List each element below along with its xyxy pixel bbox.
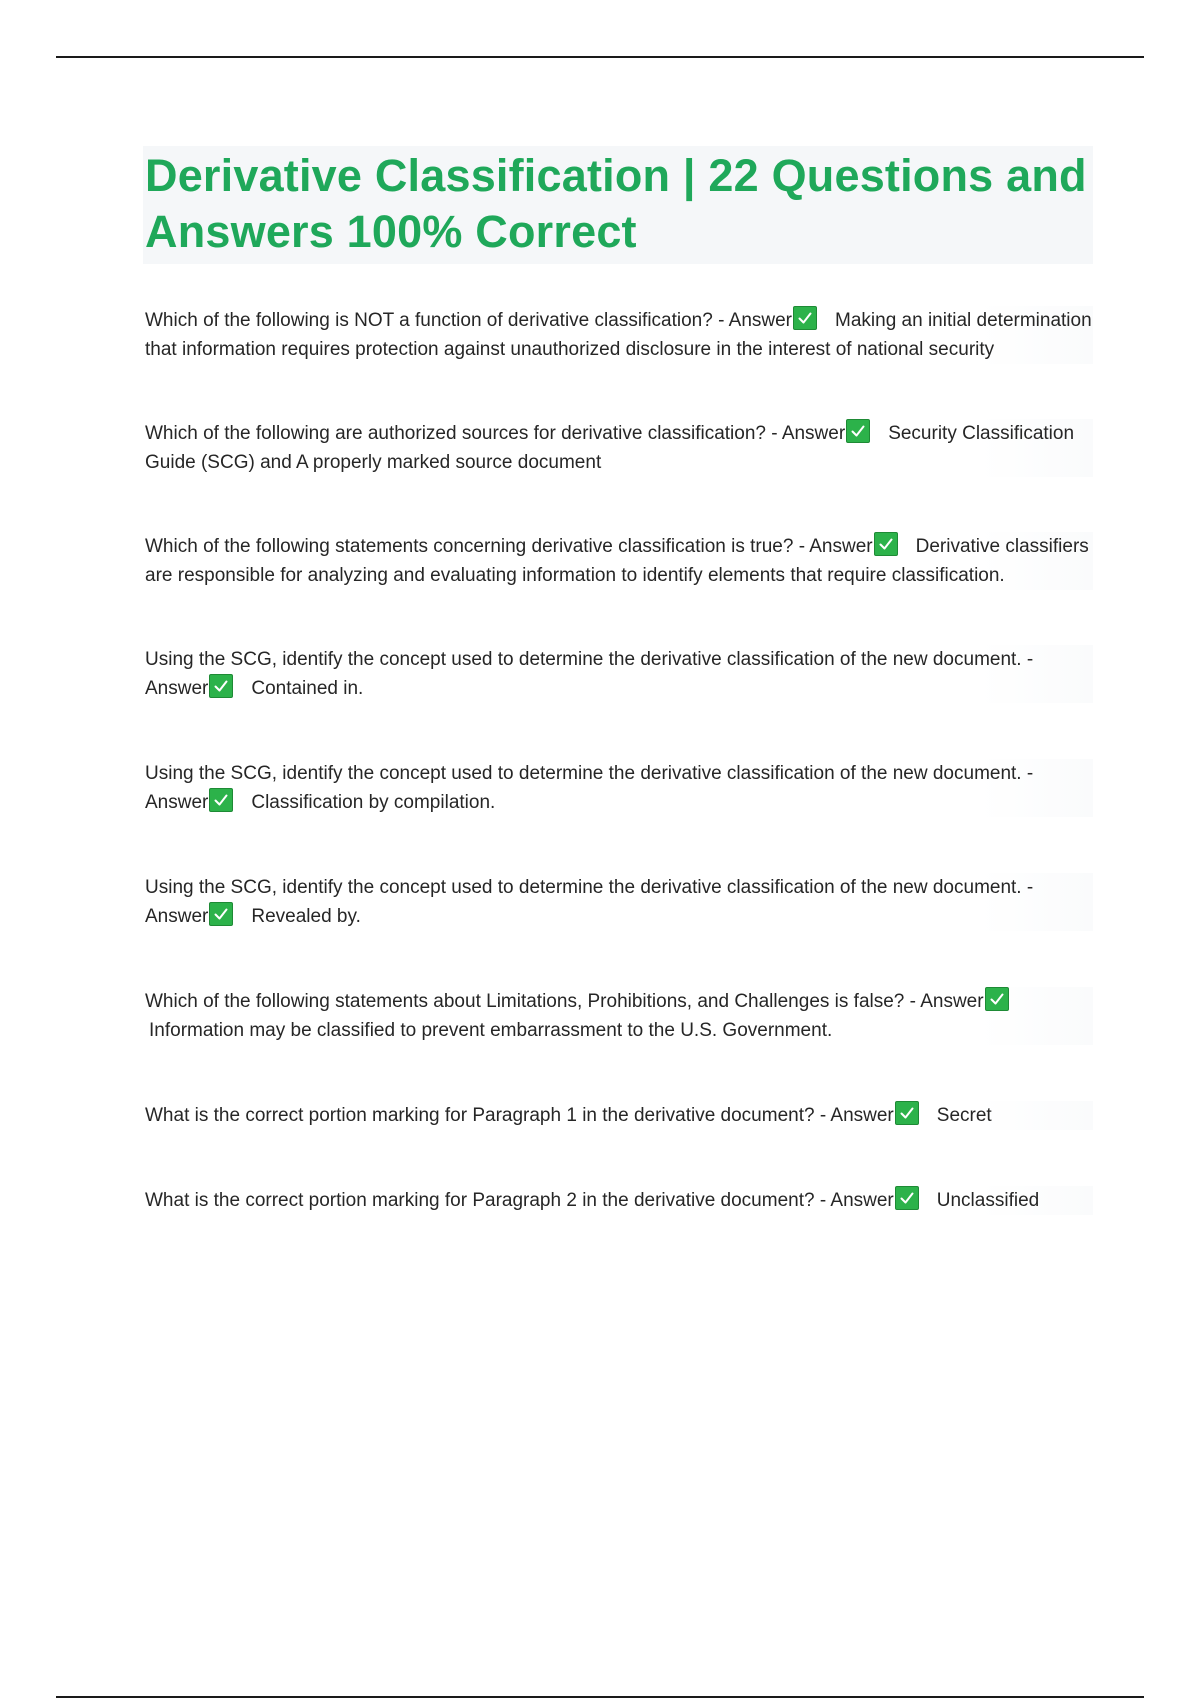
answer-text: Revealed by. [251, 906, 361, 927]
answer-label: - Answer [145, 877, 1034, 927]
checkmark-icon [209, 674, 233, 698]
checkmark-icon [793, 306, 817, 330]
checkmark-icon [209, 902, 233, 926]
document-body [145, 146, 1093, 1215]
header-rule [56, 56, 1144, 58]
question-text: Which of the following is NOT a function of derivative classification? [145, 310, 713, 331]
checkmark-icon [895, 1101, 919, 1125]
footer-rule [56, 1696, 1144, 1698]
question-text: Which of the following statements about Limitations, Prohibitions, and Challenges is false? [145, 991, 905, 1012]
qa-item [145, 419, 1093, 477]
question-text: Using the SCG, identify the concept used to determine the derivative classification of the new document. [145, 763, 1022, 784]
checkmark-icon [895, 1186, 919, 1210]
question-text: What is the correct portion marking for Paragraph 2 in the derivative document? [145, 1190, 815, 1211]
answer-label: - Answer [904, 991, 984, 1012]
answer-label: - Answer [145, 763, 1034, 813]
answer-label: - Answer [793, 536, 873, 557]
qa-item [145, 1186, 1093, 1215]
answer-text: Contained in. [251, 678, 364, 699]
qa-list [145, 306, 1093, 1215]
question-text: What is the correct portion marking for Paragraph 1 in the derivative document? [145, 1105, 815, 1126]
question-text: Using the SCG, identify the concept used to determine the derivative classification of the new document. [145, 649, 1022, 670]
qa-item [145, 645, 1093, 703]
answer-text: Secret [936, 1105, 992, 1126]
qa-item [145, 873, 1093, 931]
document-title: Derivative Classification | 22 Questions and Answers 100% Correct [145, 150, 1087, 257]
answer-text: Unclassified [936, 1190, 1040, 1211]
qa-item [145, 759, 1093, 817]
answer-label: - Answer [765, 423, 846, 444]
answer-label: - Answer [145, 649, 1034, 699]
title-banner [143, 146, 1093, 264]
answer-text: Classification by compilation. [251, 792, 496, 813]
checkmark-icon [985, 987, 1009, 1011]
qa-item [145, 532, 1093, 590]
answer-text: Information may be classified to prevent embarrassment to the U.S. Government. [149, 1020, 833, 1041]
answer-text: Making an initial determination that information requires protection against unauthorized disclosure in the interest of national security [145, 310, 1092, 360]
answer-text: Security Classification Guide (SCG) and A properly marked source document [145, 423, 1075, 473]
answer-label: - Answer [814, 1105, 894, 1126]
qa-item [145, 987, 1093, 1045]
question-text: Which of the following statements concerning derivative classification is true? [145, 536, 794, 557]
checkmark-icon [209, 788, 233, 812]
checkmark-icon [846, 419, 870, 443]
qa-item [145, 1101, 1093, 1130]
question-text: Using the SCG, identify the concept used to determine the derivative classification of the new document. [145, 877, 1022, 898]
checkmark-icon [874, 532, 898, 556]
answer-text: Derivative classifiers are responsible for analyzing and evaluating information to identify elements that require classification. [145, 536, 1089, 586]
question-text: Which of the following are authorized sources for derivative classification? [145, 423, 766, 444]
answer-label: - Answer [712, 310, 793, 331]
qa-item [145, 306, 1093, 364]
answer-label: - Answer [814, 1190, 894, 1211]
